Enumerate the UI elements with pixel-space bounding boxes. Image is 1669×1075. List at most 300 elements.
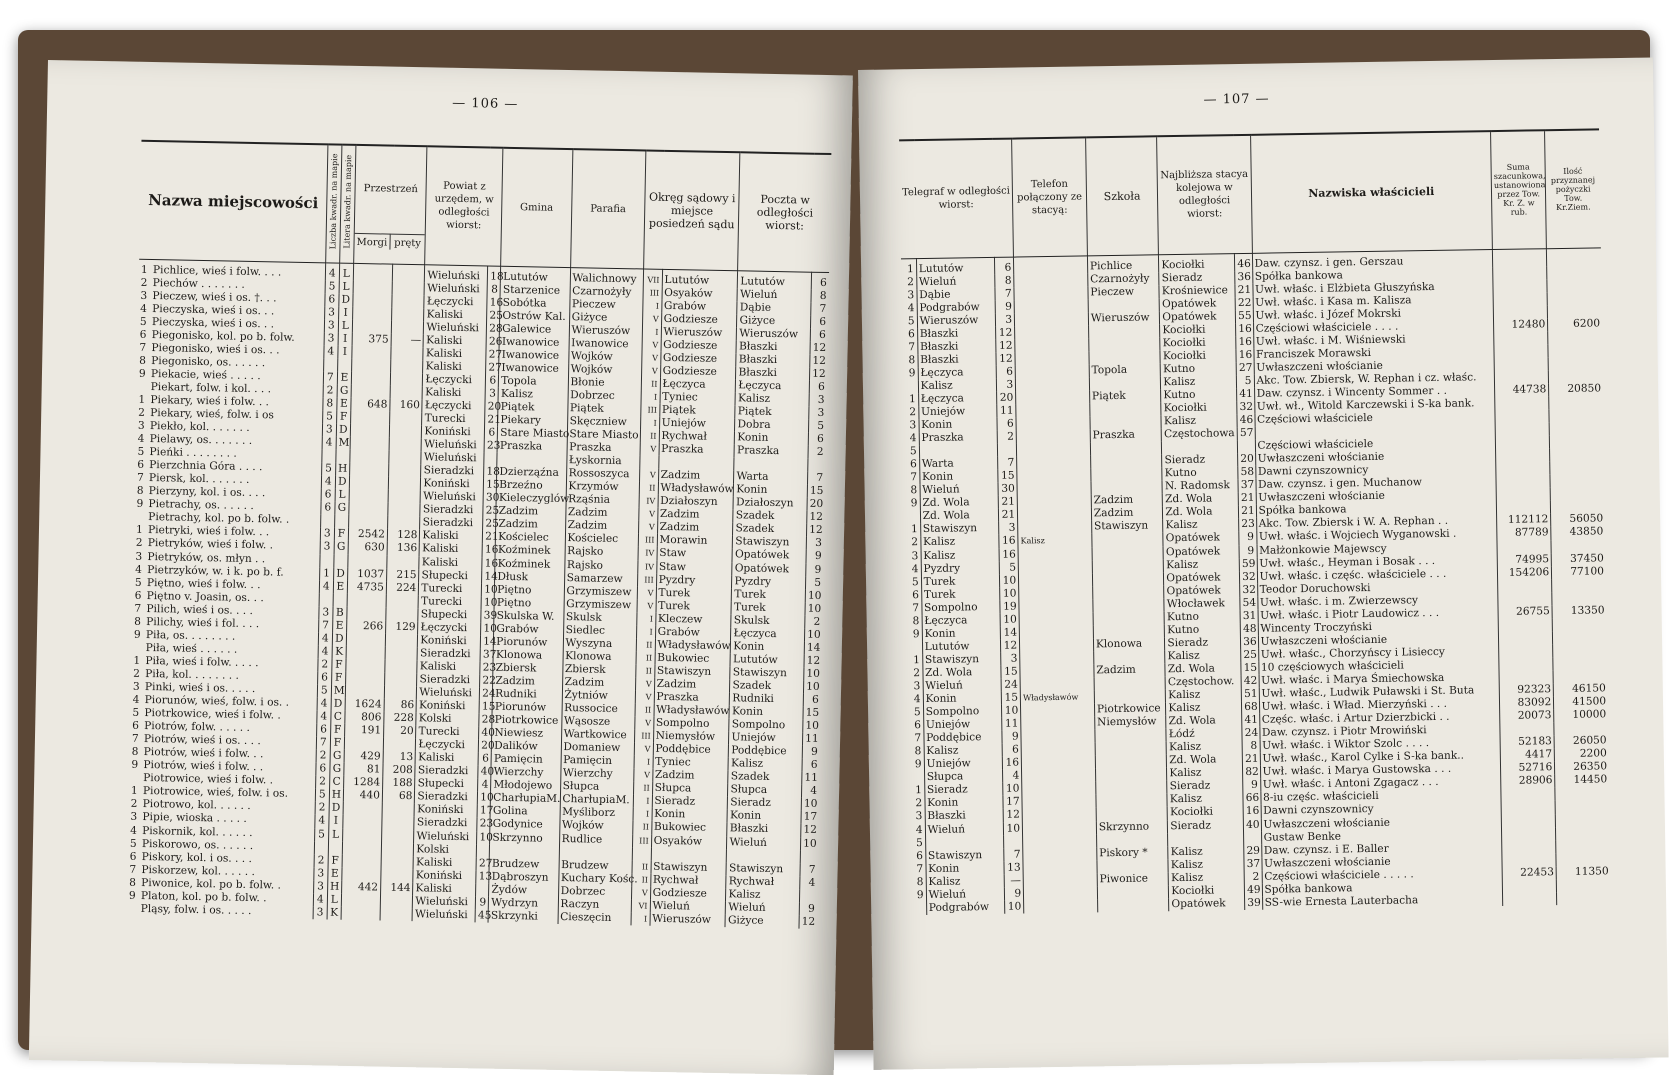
- table-cell: [1003, 835, 1023, 848]
- table-cell: Wartkowice: [561, 728, 635, 742]
- table-cell: 3: [322, 423, 336, 436]
- table-cell: Turecki: [416, 725, 479, 739]
- table-cell: V: [637, 586, 656, 599]
- table-cell: [1095, 741, 1167, 755]
- table-cell: [349, 476, 388, 490]
- table-cell: 14: [481, 635, 494, 648]
- table-cell: Częśc. właśc. i Artur Dzierzbicki . .: [1259, 710, 1500, 727]
- table-cell: II: [634, 782, 653, 795]
- table-cell: Tyniec: [653, 756, 729, 770]
- table-cell: II: [636, 664, 655, 677]
- table-cell: Konin: [926, 861, 1004, 875]
- table-cell: Daw. czynsz. i E. Baller: [1261, 841, 1502, 858]
- table-cell: 41500: [1554, 695, 1608, 709]
- table-cell: 22453: [1502, 866, 1556, 880]
- table-cell: Uwł. właśc. i Piotr Laudowicz . . .: [1258, 606, 1499, 623]
- table-cell: Rychwał: [726, 875, 800, 889]
- cell-text: Piętno v. Joasin, os. . .: [147, 590, 264, 604]
- cell-text: Piekary, wieś, folw. i os: [150, 407, 274, 421]
- table-cell: Godynice: [490, 818, 560, 832]
- row-number: 3: [138, 420, 150, 433]
- table-cell: Rudniki: [730, 692, 804, 706]
- table-cell: 2: [315, 776, 329, 789]
- table-cell: [1555, 787, 1609, 801]
- table-cell: Daw. czynsz. i Piotr Mrowiński: [1259, 723, 1500, 740]
- table-cell: [1019, 599, 1093, 613]
- table-cell: Konin: [923, 692, 1001, 706]
- table-cell: Uniejów: [923, 718, 1001, 732]
- table-cell: [342, 841, 381, 855]
- table-cell: 160: [390, 399, 423, 413]
- table-cell: [348, 554, 387, 568]
- table-cell: Praszka: [919, 431, 997, 445]
- table-cell: Zadzim: [565, 506, 639, 520]
- table-cell: Łęczycki: [416, 738, 479, 752]
- table-cell: 9: [1002, 731, 1022, 744]
- table-cell: [1494, 344, 1548, 358]
- table-cell: 15: [1001, 665, 1021, 678]
- table-cell: 12480: [1494, 318, 1548, 332]
- table-cell: F: [330, 737, 344, 750]
- table-cell: Dawni czynszownicy: [1261, 801, 1502, 818]
- table-cell: 6: [908, 719, 923, 732]
- table-cell: [384, 673, 417, 687]
- table-cell: V: [634, 769, 653, 782]
- table-cell: Piorunów: [494, 635, 564, 649]
- table-cell: I: [643, 299, 662, 312]
- table-cell: 2: [905, 537, 920, 550]
- table-cell: Niemysłów: [653, 730, 729, 744]
- table-cell: [341, 907, 380, 921]
- table-cell: CharłupiaM.: [491, 792, 561, 806]
- table-cell: 8: [911, 876, 926, 889]
- table-cell: Kalisz: [728, 757, 802, 771]
- table-cell: Turecki: [419, 582, 482, 596]
- table-cell: Sieradzki: [420, 504, 483, 518]
- table-cell: Koniński: [422, 425, 485, 439]
- table-cell: Wąsosze: [561, 715, 635, 729]
- table-cell: [1021, 743, 1095, 757]
- table-cell: I: [329, 815, 343, 828]
- table-cell: F: [330, 724, 344, 737]
- table-cell: Wieluń: [727, 836, 801, 850]
- table-cell: Piątek: [498, 401, 568, 415]
- header-okreg: Okręg sądowy i miejsce posiedzeń sądu: [644, 150, 740, 270]
- table-cell: 266: [347, 620, 386, 634]
- table-cell: Łęczycki: [423, 373, 486, 387]
- table-cell: Turecki: [418, 595, 481, 609]
- table-cell: 2: [909, 797, 924, 810]
- table-cell: Błaszki: [736, 340, 810, 354]
- table-cell: IV: [638, 560, 657, 573]
- table-cell: 3: [1000, 652, 1020, 665]
- table-cell: [1556, 813, 1610, 827]
- table-cell: Koniński: [421, 477, 484, 491]
- table-cell: Zadzim: [565, 519, 639, 533]
- table-cell: 6: [1002, 744, 1022, 757]
- table-cell: [1094, 650, 1166, 664]
- table-cell: V: [636, 677, 655, 690]
- table-cell: Łęczyca: [918, 392, 996, 406]
- table-cell: Kaliski: [422, 386, 485, 400]
- table-cell: 4: [319, 580, 333, 593]
- table-cell: 129: [385, 620, 418, 634]
- table-cell: [343, 802, 382, 816]
- table-cell: [1550, 487, 1604, 501]
- table-cell: 40: [1244, 818, 1262, 831]
- table-cell: [1168, 832, 1244, 846]
- table-cell: 32: [1240, 570, 1258, 583]
- table-cell: 6: [810, 328, 828, 341]
- table-cell: —: [391, 333, 424, 347]
- table-cell: Konin: [652, 808, 728, 822]
- table-cell: Wieluń: [925, 822, 1003, 836]
- table-cell: [1548, 343, 1602, 357]
- table-cell: Dobrzec: [568, 389, 642, 403]
- table-cell: 9: [1243, 779, 1261, 792]
- table-cell: [1017, 456, 1091, 470]
- table-cell: 10: [805, 589, 823, 602]
- table-cell: Uniejów: [918, 405, 996, 419]
- cell-text: Pierzchnia Góra . . . .: [149, 459, 262, 473]
- table-cell: 5: [325, 280, 339, 293]
- table-cell: 55: [1236, 310, 1254, 323]
- table-cell: Działoszyn: [658, 495, 734, 509]
- cell-text: Pilich, wieś i os. . . .: [146, 603, 253, 617]
- table-cell: 16: [482, 557, 495, 570]
- table-cell: Sieradz: [1162, 453, 1238, 467]
- table-cell: [1496, 474, 1550, 488]
- table-cell: Piotrkowice: [1094, 702, 1166, 716]
- table-cell: [1016, 377, 1090, 391]
- table-cell: 7: [323, 371, 337, 384]
- table-cell: D: [332, 632, 346, 645]
- table-cell: [1096, 833, 1168, 847]
- table-cell: L: [327, 893, 341, 906]
- table-cell: 46: [1237, 414, 1255, 427]
- table-cell: [1014, 286, 1088, 300]
- table-cell: 11: [1001, 718, 1021, 731]
- table-cell: 25: [487, 309, 500, 322]
- table-cell: Wieluński: [424, 282, 487, 296]
- table-cell: 1624: [345, 698, 384, 712]
- table-cell: Łęczycki: [418, 621, 481, 635]
- table-cell: Sieradz: [1168, 819, 1244, 833]
- table-cell: Kolski: [416, 712, 479, 726]
- table-cell: Wieluński: [424, 321, 487, 335]
- table-cell: K: [332, 645, 346, 658]
- table-cell: [1019, 612, 1093, 626]
- table-cell: Pieczew: [569, 298, 643, 312]
- table-cell: [347, 594, 386, 608]
- table-cell: Skrzynno: [1096, 820, 1168, 834]
- table-cell: 24: [1242, 727, 1260, 740]
- table-cell: 13: [1004, 861, 1024, 874]
- table-cell: [384, 686, 417, 700]
- row-number: 5: [140, 316, 152, 329]
- table-cell: 10: [999, 574, 1019, 587]
- table-cell: M: [336, 437, 350, 450]
- table-cell: Topola: [499, 375, 569, 389]
- cell-text: Piotrów, wieś i os. . . .: [144, 733, 261, 747]
- table-cell: Sieradzki: [415, 764, 478, 778]
- table-cell: [383, 738, 416, 752]
- table-cell: Podgrabów: [917, 301, 995, 315]
- table-cell: 5: [906, 576, 921, 589]
- table-cell: I: [338, 332, 352, 345]
- table-cell: 9: [903, 367, 918, 380]
- cell-text: Piła, os. . . . . . . .: [146, 629, 236, 643]
- table-cell: [1548, 356, 1602, 370]
- table-cell: Żytniów: [562, 689, 636, 703]
- table-cell: Rychwał: [650, 873, 726, 887]
- table-cell: E: [337, 398, 351, 411]
- table-cell: [1493, 279, 1547, 293]
- table-cell: Warta: [734, 470, 808, 484]
- table-cell: 12: [995, 339, 1015, 352]
- row-number: 5: [137, 446, 149, 459]
- table-cell: Uwł. właśc. i Marya Gustowska . . .: [1260, 762, 1501, 779]
- table-cell: [484, 453, 497, 466]
- table-cell: Wieluń: [926, 888, 1004, 902]
- table-cell: [386, 594, 419, 608]
- table-cell: 58: [1238, 466, 1256, 479]
- cell-text: Pietryków, wieś i folw. .: [148, 537, 274, 551]
- table-cell: L: [335, 489, 349, 502]
- table-cell: [1547, 265, 1601, 279]
- table-cell: [1493, 292, 1547, 306]
- table-cell: [381, 868, 414, 882]
- row-number: 9: [129, 889, 141, 902]
- table-cell: Dalików: [492, 740, 562, 754]
- table-cell: 6: [910, 850, 925, 863]
- table-cell: [387, 555, 420, 569]
- row-number: 7: [139, 342, 151, 355]
- cell-text: Piskory, kol. i os. . . .: [142, 851, 252, 865]
- table-cell: 40: [478, 766, 491, 779]
- table-cell: 6: [478, 753, 491, 766]
- row-number: 7: [134, 602, 146, 615]
- table-cell: Wincenty Troczyński: [1258, 619, 1499, 636]
- table-cell: Kalisz: [1164, 558, 1240, 572]
- cell-text: Piętno, wieś i folw. . .: [147, 577, 261, 591]
- table-cell: Kalisz: [1168, 871, 1244, 885]
- table-cell: 40: [479, 727, 492, 740]
- table-cell: Lututów: [501, 266, 571, 285]
- table-cell: Piorunów: [492, 701, 562, 715]
- table-cell: 4: [1002, 770, 1022, 783]
- table-cell: 10: [804, 681, 822, 694]
- cell-text: Piwonice, kol. po b. folw. .: [141, 877, 281, 892]
- table-cell: 27: [476, 857, 489, 870]
- table-cell: C: [331, 711, 345, 724]
- table-cell: E: [333, 580, 347, 593]
- table-cell: 7: [997, 457, 1017, 470]
- table-cell: [392, 264, 425, 282]
- table-cell: 191: [345, 724, 384, 738]
- table-cell: 37: [1244, 857, 1262, 870]
- table-cell: [1021, 756, 1095, 770]
- table-cell: 9: [476, 896, 489, 909]
- table-cell: 2: [901, 276, 916, 289]
- cell-text: Piechów . . . . . . .: [153, 277, 245, 291]
- table-cell: 15: [479, 700, 492, 713]
- table-cell: 6: [809, 381, 827, 394]
- table-cell: 4: [908, 693, 923, 706]
- table-cell: [1552, 617, 1606, 631]
- table-cell: [341, 894, 380, 908]
- left-page: [29, 60, 853, 1075]
- table-cell: III: [638, 573, 657, 586]
- table-cell: Zd. Wola: [1166, 714, 1242, 728]
- row-number: 3: [140, 289, 152, 302]
- table-cell: 15: [803, 707, 821, 720]
- table-cell: [386, 607, 419, 621]
- table-cell: 39: [1245, 897, 1263, 910]
- table-cell: 112112: [1497, 514, 1551, 528]
- table-cell: [1496, 448, 1550, 462]
- table-cell: [1091, 481, 1163, 495]
- table-cell: Sieradzki: [414, 817, 477, 831]
- cell-text: Pietryków, os. młyn . .: [147, 551, 265, 565]
- row-number: 3: [135, 550, 147, 563]
- cell-text: Piskorowo, os. . . . . .: [142, 838, 253, 852]
- table-cell: L: [339, 280, 353, 293]
- table-cell: Szadek: [730, 679, 804, 693]
- table-cell: [1495, 409, 1549, 423]
- table-cell: [322, 449, 336, 462]
- cell-text: Piekacie, wieś . . . . .: [151, 368, 261, 382]
- table-cell: Kalisz: [1167, 792, 1243, 806]
- table-cell: [351, 385, 390, 399]
- table-cell: 16: [998, 535, 1018, 548]
- table-cell: 83092: [1500, 696, 1554, 710]
- table-cell: [334, 554, 348, 567]
- table-cell: 8: [1242, 740, 1260, 753]
- table-cell: Skrzynno: [490, 831, 560, 845]
- table-cell: Konin: [731, 640, 805, 654]
- table-cell: Wieluń: [650, 899, 726, 913]
- table-cell: Słupca: [728, 784, 802, 798]
- table-cell: [352, 346, 391, 360]
- table-cell: [1498, 579, 1552, 593]
- table-cell: Daw. czynsz. i gen. Gerszau: [1252, 249, 1493, 270]
- table-cell: 3: [314, 867, 328, 880]
- header-telefon: Telefon połączony ze stacyą:: [1012, 137, 1088, 256]
- table-cell: Grzymiszew: [564, 598, 638, 612]
- table-cell: IV: [639, 495, 658, 508]
- table-cell: [1023, 834, 1097, 848]
- table-cell: 12: [807, 524, 825, 537]
- row-number: 3: [130, 811, 142, 824]
- table-cell: Sompolno: [729, 718, 803, 732]
- table-cell: [800, 889, 818, 902]
- table-cell: [353, 280, 392, 294]
- table-cell: [385, 659, 418, 673]
- cell-text: Pieczyska, wieś i os. . .: [152, 303, 274, 317]
- table-cell: [1015, 364, 1089, 378]
- table-cell: Kalisz: [726, 888, 800, 902]
- row-number: 1: [138, 394, 150, 407]
- row-number: 8: [137, 485, 149, 498]
- row-number: 8: [139, 355, 151, 368]
- cell-text: Pieczew, wieś i os. †. . .: [152, 290, 276, 304]
- table-cell: Niemysłów: [1095, 715, 1167, 729]
- table-cell: 9: [1239, 531, 1257, 544]
- table-cell: 81: [344, 763, 383, 777]
- table-cell: 3: [809, 394, 827, 407]
- table-cell: Zadzim: [562, 676, 636, 690]
- table-cell: [349, 502, 388, 516]
- table-cell: 68: [1242, 701, 1260, 714]
- table-cell: Osyaków: [662, 286, 738, 300]
- header-szkola: Szkoła: [1085, 136, 1158, 255]
- table-cell: 806: [345, 711, 384, 725]
- table-cell: Wojków: [568, 350, 642, 364]
- table-cell: I: [633, 808, 652, 821]
- table-cell: Kościelec: [496, 531, 566, 545]
- table-cell: I: [338, 306, 352, 319]
- table-cell: Dzierząźna: [497, 466, 567, 480]
- table-cell: Słupca: [560, 780, 634, 794]
- table-cell: [390, 373, 423, 387]
- table-cell: [1092, 533, 1164, 547]
- table-cell: E: [337, 371, 351, 384]
- table-cell: D: [331, 698, 345, 711]
- table-cell: 9: [911, 889, 926, 902]
- table-cell: Konin: [729, 705, 803, 719]
- table-cell: Opatówek: [732, 562, 806, 576]
- table-cell: Spółka bankowa: [1256, 501, 1497, 518]
- table-cell: Błaszki: [736, 366, 810, 380]
- table-cell: Stawiszyn: [922, 653, 1000, 667]
- table-cell: 25: [1241, 649, 1259, 662]
- table-cell: [1020, 651, 1094, 665]
- table-cell: 52716: [1501, 761, 1555, 775]
- table-cell: Wydrzyn: [489, 896, 559, 910]
- table-cell: [1494, 370, 1548, 384]
- table-cell: [1093, 598, 1165, 612]
- table-cell: Wieluński: [417, 686, 480, 700]
- table-cell: Lututów: [922, 640, 1000, 654]
- table-cell: [389, 425, 422, 439]
- table-cell: Kaliski: [423, 334, 486, 348]
- table-cell: 11350: [1556, 865, 1610, 879]
- table-cell: 215: [386, 568, 419, 582]
- table-cell: [381, 855, 414, 869]
- table-cell: Wieluński: [414, 830, 477, 844]
- table-cell: [1496, 501, 1550, 515]
- table-cell: Kalisz: [1168, 845, 1244, 859]
- table-cell: Stawiszyn: [654, 665, 730, 679]
- table-cell: 9: [806, 550, 824, 563]
- table-cell: [1555, 800, 1609, 814]
- row-number: 8: [129, 876, 141, 889]
- table-cell: 20: [807, 498, 825, 511]
- table-cell: [1092, 546, 1164, 560]
- table-cell: 4: [321, 476, 335, 489]
- table-cell: Sieradzki: [421, 464, 484, 478]
- table-cell: Zadzim: [493, 675, 563, 689]
- header-stacya: Najbliższa stacya kolejowa w odległości wiorst:: [1157, 135, 1252, 254]
- table-cell: [1019, 586, 1093, 600]
- cell-text: Pipie, wioska . . . . .: [142, 811, 247, 825]
- table-cell: 10: [1000, 613, 1020, 626]
- table-cell: Uwł. właśc. i Elżbieta Głuszyńska: [1252, 280, 1493, 297]
- table-cell: Piskory *: [1097, 846, 1169, 860]
- header-wlasciciele: Nazwiska właścicieli: [1250, 131, 1492, 253]
- table-cell: [1552, 578, 1606, 592]
